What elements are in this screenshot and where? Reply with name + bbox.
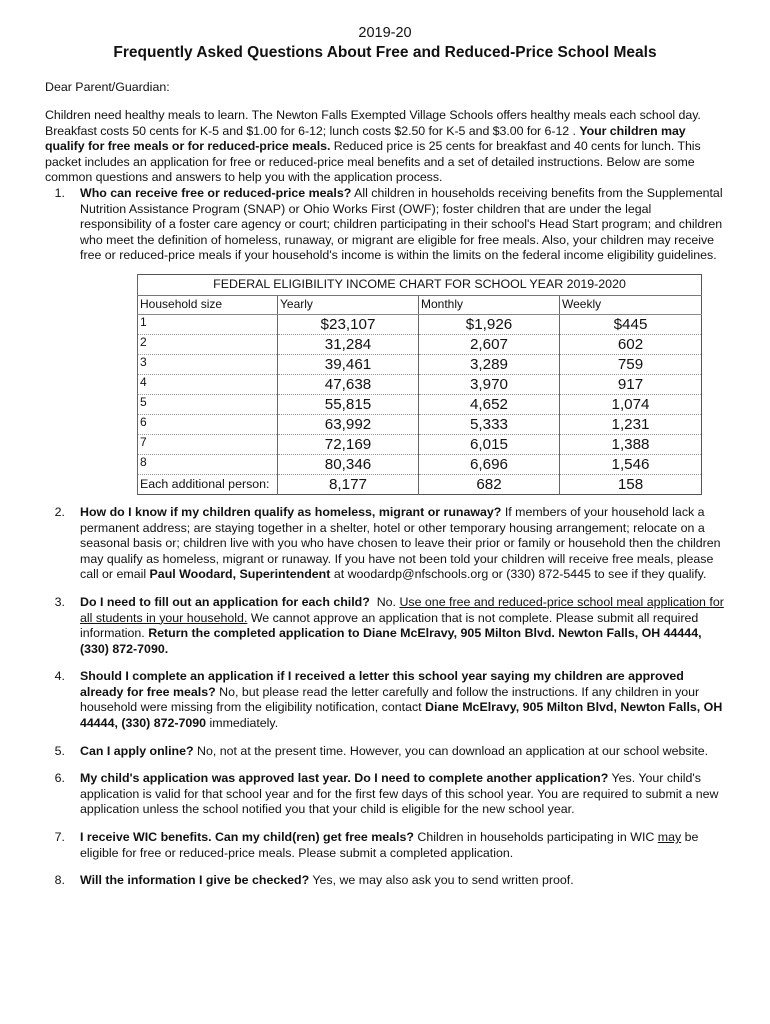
monthly-income: 682: [419, 474, 560, 494]
yearly-income: 31,284: [278, 334, 419, 354]
monthly-income: 6,696: [419, 454, 560, 474]
monthly-income: 4,652: [419, 394, 560, 414]
faq-answer-tail: at woodardp@nfschools.org or (330) 872-5445 to see if they qualify.: [330, 567, 707, 582]
weekly-income: 759: [560, 354, 702, 374]
household-size: 4: [138, 374, 278, 394]
contact-name: Paul Woodard, Superintendent: [149, 567, 331, 582]
faq-item: [45, 830, 725, 861]
faq-answer: Yes, we may also ask you to send written proof.: [309, 873, 574, 888]
table-row: [138, 394, 702, 414]
faq-answer: Children in households participating in WIC: [413, 830, 658, 845]
weekly-income: $445: [560, 314, 702, 334]
monthly-income: 3,970: [419, 374, 560, 394]
household-size: 7: [138, 434, 278, 454]
table-header-row: [138, 295, 702, 314]
table-caption-row: [138, 274, 702, 295]
household-size: 8: [138, 454, 278, 474]
table-caption: FEDERAL ELIGIBILITY INCOME CHART FOR SCHOOL YEAR 2019-2020: [138, 274, 702, 295]
intro-bold-text: Your children may qualify for free meals or for reduced-price meals.: [45, 123, 686, 154]
faq-answer-tail: We cannot approve an application that is not complete. Please submit all required information.: [80, 610, 699, 641]
faq-answer-tail: be eligible for free or reduced-price meals. Please submit a completed application.: [80, 830, 699, 860]
yearly-income: 80,346: [278, 454, 419, 474]
weekly-income: 1,231: [560, 414, 702, 434]
weekly-income: 1,074: [560, 394, 702, 414]
table-row: [138, 314, 702, 334]
weekly-income: 1,546: [560, 454, 702, 474]
column-header: Household size: [138, 295, 278, 314]
faq-item: [45, 186, 725, 495]
faq-number: 7.: [54, 830, 65, 845]
faq-number: 8.: [54, 873, 65, 888]
faq-question: Can I apply online?: [80, 743, 194, 758]
household-size: 6: [138, 414, 278, 434]
faq-item: [45, 873, 725, 889]
faq-number: 6.: [54, 771, 65, 786]
faq-item: [45, 669, 725, 731]
faq-answer: No.: [369, 594, 400, 609]
underlined-instruction: Use one free and reduced-price school meal application for all students in your household.: [80, 594, 724, 625]
income-chart: [137, 274, 701, 495]
faq-list: [45, 186, 725, 889]
yearly-income: 8,177: [278, 474, 419, 494]
document-page: [45, 24, 725, 889]
faq-item: [45, 505, 725, 583]
column-header: Weekly: [560, 295, 702, 314]
household-size: 3: [138, 354, 278, 374]
yearly-income: 39,461: [278, 354, 419, 374]
faq-question: My child's application was approved last year. Do I need to complete another application?: [80, 771, 609, 786]
contact-name: Diane McElravy, 905 Milton Blvd, Newton Falls, OH 44444, (330) 872-7090: [80, 700, 723, 731]
faq-question: How do I know if my children qualify as homeless, migrant or runaway?: [80, 504, 502, 519]
faq-answer: Yes. Your child's application is valid for that school year and for the first few days of this school year. You are required to submit a new application unless the school notified you that your child is eligible for the new school year.: [80, 771, 719, 817]
yearly-income: 63,992: [278, 414, 419, 434]
table-row: [138, 474, 702, 494]
monthly-income: 3,289: [419, 354, 560, 374]
faq-question: Should I complete an application if I received a letter this school year saying my children are approved already for free meals?: [80, 669, 684, 699]
table-row: [138, 334, 702, 354]
underlined-word: may: [657, 830, 682, 845]
faq-number: 3.: [54, 594, 65, 609]
faq-answer-tail: immediately.: [206, 716, 279, 731]
income-table: [137, 274, 702, 495]
weekly-income: 602: [560, 334, 702, 354]
faq-answer: No, not at the present time. However, you can download an application at our school website.: [193, 743, 709, 758]
faq-item: [45, 744, 725, 760]
column-header: Monthly: [419, 295, 560, 314]
weekly-income: 917: [560, 374, 702, 394]
yearly-income: 55,815: [278, 394, 419, 414]
weekly-income: 158: [560, 474, 702, 494]
faq-answer: If members of your household lack a permanent address; are staying together in a shelter, hotel or other temporary housing arrangement; relocate on a seasonal basis or; children live with you who have chosen to leave their prior or family or household then the children may qualify as homeless, migrant or runaway. If you have not been told your children will receive free meals, please call or email: [80, 504, 721, 582]
table-row: [138, 434, 702, 454]
faq-item: [45, 595, 725, 657]
table-row: [138, 454, 702, 474]
monthly-income: $1,926: [419, 314, 560, 334]
yearly-income: 72,169: [278, 434, 419, 454]
column-header: Yearly: [278, 295, 419, 314]
household-size: 1: [138, 314, 278, 334]
faq-number: 5.: [54, 743, 65, 758]
page-title: Frequently Asked Questions About Free and Reduced-Price School Meals: [113, 44, 657, 61]
intro-paragraph: [45, 108, 725, 186]
faq-question: I receive WIC benefits. Can my child(ren) get free meals?: [80, 830, 414, 845]
yearly-income: $23,107: [278, 314, 419, 334]
greeting: Dear Parent/Guardian:: [45, 80, 170, 94]
school-year: 2019-20: [358, 25, 412, 41]
yearly-income: 47,638: [278, 374, 419, 394]
monthly-income: 5,333: [419, 414, 560, 434]
return-address: Return the completed application to Diane McElravy, 905 Milton Blvd. Newton Falls, OH 44444, (330) 872-7090.: [80, 626, 702, 656]
faq-answer: All children in households receiving benefits from the Supplemental Nutrition Assistance Program (SNAP) or Ohio Works First (OWF); foster children that are under the legal responsibility of a foster care agency or court; children participating in their school's Head Start program; and children who meet the definition of homeless, runaway, or migrant are eligible for free meals. Also, your children may receive free or reduced-price meals if your household's income is within the limits on the federal income eligibility guidelines.: [80, 185, 723, 263]
faq-number: 1.: [54, 185, 65, 200]
faq-question: Will the information I give be checked?: [80, 873, 310, 888]
faq-item: [45, 771, 725, 818]
table-row: [138, 414, 702, 434]
monthly-income: 6,015: [419, 434, 560, 454]
intro-text-2: Reduced price is 25 cents for breakfast and 40 cents for lunch. This packet includes an application for free or reduced-price meal benefits and a set of detailed instructions. Below are some common questions and answers to help you with the application process.: [45, 139, 701, 185]
faq-question: Who can receive free or reduced-price meals?: [80, 185, 352, 200]
household-size: Each additional person:: [138, 474, 278, 494]
household-size: 5: [138, 394, 278, 414]
faq-question: Do I need to fill out an application for each child?: [80, 594, 370, 609]
household-size: 2: [138, 334, 278, 354]
faq-answer: No, but please read the letter carefully and follow the instructions. If any children in your household were missing from the eligibility notification, contact: [80, 684, 700, 715]
intro-text-1: Children need healthy meals to learn. The Newton Falls Exempted Village Schools offers healthy meals each school day. Breakfast costs 50 cents for K-5 and $1.00 for 6-12; lunch costs $2.50 for K-5 and $3.00 for 6-12 .: [45, 108, 701, 138]
table-row: [138, 374, 702, 394]
faq-number: 4.: [54, 669, 65, 684]
monthly-income: 2,607: [419, 334, 560, 354]
faq-number: 2.: [54, 504, 65, 519]
weekly-income: 1,388: [560, 434, 702, 454]
table-row: [138, 354, 702, 374]
